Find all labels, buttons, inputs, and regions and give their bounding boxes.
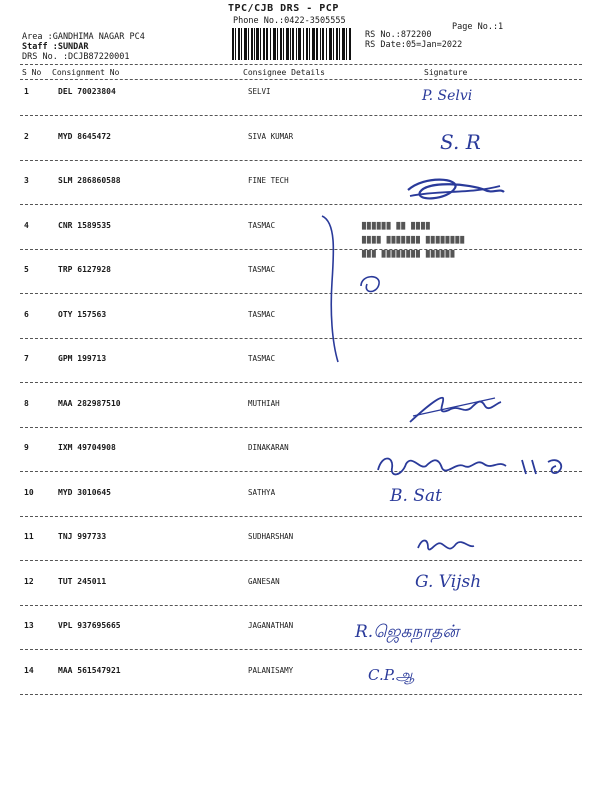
row-serial-number: 4: [24, 221, 29, 230]
row-serial-number: 13: [24, 621, 34, 630]
row-consignee-name: FINE TECH: [248, 176, 289, 185]
row-divider: [20, 516, 582, 517]
row-consignment-number: MAA 561547921: [58, 666, 121, 675]
row-consignee-name: MUTHIAH: [248, 399, 280, 408]
row-serial-number: 7: [24, 354, 29, 363]
rs-number: RS No.:872200: [365, 30, 432, 40]
office-stamp: ██████ ██ ████ ████ ███████ ████████ ███ ████████ ██████: [362, 222, 466, 258]
row-consignee-name: PALANISAMY: [248, 666, 294, 675]
row-serial-number: 10: [24, 488, 34, 497]
barcode: [232, 28, 352, 60]
row-consignee-name: SELVI: [248, 87, 271, 96]
row-serial-number: 11: [24, 532, 34, 541]
row-consignment-number: SLM 286860588: [58, 176, 121, 185]
row-consignment-number: VPL 937695665: [58, 621, 121, 630]
report-title: TPC/CJB DRS - PCP: [228, 3, 339, 14]
row-consignee-name: TASMAC: [248, 310, 276, 319]
row-serial-number: 2: [24, 132, 29, 141]
row-consignment-number: TNJ 997733: [58, 532, 107, 541]
row-consignment-number: MYD 8645472: [58, 132, 111, 141]
row-consignment-number: MAA 282987510: [58, 399, 121, 408]
row-serial-number: 6: [24, 310, 29, 319]
rs-date: RS Date:05=Jan=2022: [365, 40, 463, 50]
row-divider: [20, 160, 582, 161]
col-consignee: Consignee Details: [243, 68, 325, 77]
row-serial-number: 9: [24, 443, 29, 452]
bracket-mark: [318, 212, 348, 372]
row-consignee-name: SATHYA: [248, 488, 276, 497]
row-divider: [20, 605, 582, 606]
col-sno: S No: [22, 68, 42, 77]
signature-10: B. Sat: [390, 486, 442, 506]
signature-11-mark: [414, 532, 484, 556]
row-divider: [20, 382, 582, 383]
row-consignee-name: TASMAC: [248, 221, 276, 230]
phone-number: Phone No.:0422-3505555: [233, 16, 346, 26]
row-consignment-number: CNR 1589535: [58, 221, 111, 230]
row-serial-number: 8: [24, 399, 29, 408]
signature-9-mark: [372, 448, 582, 482]
row-consignment-number: OTY 157563: [58, 310, 107, 319]
col-consignment: Consignment No: [52, 68, 120, 77]
row-consignment-number: GPM 199713: [58, 354, 107, 363]
signature-1: P. Selvi: [422, 88, 473, 104]
row-consignee-name: TASMAC: [248, 265, 276, 274]
row-consignee-name: DINAKARAN: [248, 443, 289, 452]
row-consignee-name: SIVA KUMAR: [248, 132, 294, 141]
row-consignee-name: JAGANATHAN: [248, 621, 294, 630]
area-label: Area :GANDHIMA NAGAR PC4: [22, 32, 145, 42]
row-serial-number: 1: [24, 87, 29, 96]
row-divider: [20, 560, 582, 561]
signature-8-mark: [405, 388, 505, 428]
row-serial-number: 12: [24, 577, 34, 586]
signature-12: G. Vijsh: [415, 572, 482, 592]
row-consignee-name: GANESAN: [248, 577, 280, 586]
page-number: Page No.:1: [452, 22, 504, 32]
signature-13: R.ஜெகநாதன்: [355, 622, 459, 642]
row-serial-number: 3: [24, 176, 29, 185]
signature-2: S. R: [440, 130, 481, 154]
row-serial-number: 5: [24, 265, 29, 274]
row-consignment-number: TUT 245011: [58, 577, 107, 586]
header-rule: [20, 64, 582, 65]
row-consignment-number: IXM 49704908: [58, 443, 116, 452]
row-consignment-number: MYD 3010645: [58, 488, 111, 497]
header-rule-bottom: [20, 79, 582, 80]
stamp-initial: [355, 272, 395, 298]
signature-3-mark: [400, 170, 510, 210]
row-divider: [20, 649, 582, 650]
row-consignee-name: TASMAC: [248, 354, 276, 363]
row-consignee-name: SUDHARSHAN: [248, 532, 294, 541]
row-consignment-number: DEL 70023804: [58, 87, 116, 96]
staff-label: Staff :SUNDAR: [22, 42, 89, 52]
signature-14: C.P.ஆ: [368, 666, 415, 684]
row-serial-number: 14: [24, 666, 34, 675]
col-signature: Signature: [424, 68, 468, 77]
row-divider: [20, 338, 582, 339]
drs-number: DRS No. :DCJB87220001: [22, 52, 130, 62]
row-divider: [20, 115, 582, 116]
row-divider: [20, 293, 582, 294]
row-divider: [20, 694, 582, 695]
row-consignment-number: TRP 6127928: [58, 265, 111, 274]
